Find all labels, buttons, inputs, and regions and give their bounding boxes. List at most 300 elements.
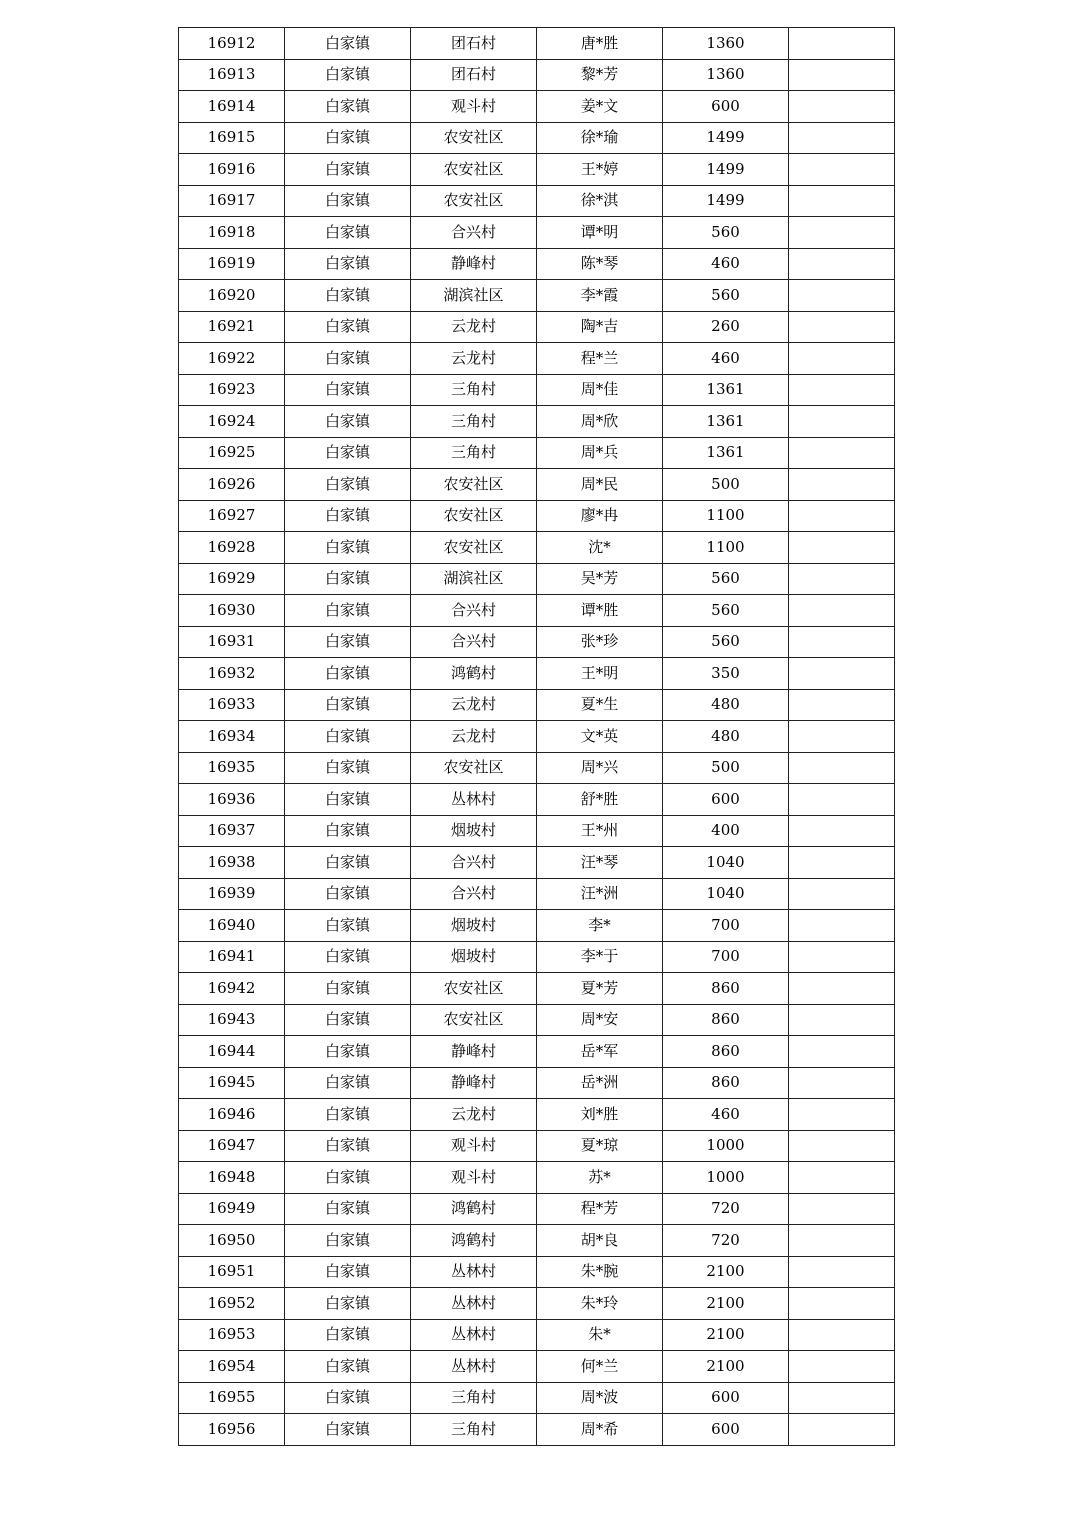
village-cell: 丛林村 [411, 1351, 537, 1383]
name-cell: 岳*军 [537, 1036, 663, 1068]
table-row [179, 311, 895, 343]
table-row [179, 1193, 895, 1225]
name-cell: 黎*芳 [537, 59, 663, 91]
village-cell: 观斗村 [411, 91, 537, 123]
name-cell: 周*兴 [537, 752, 663, 784]
amount-cell: 560 [663, 217, 789, 249]
remark-cell [789, 1288, 895, 1320]
town-cell: 白家镇 [285, 658, 411, 690]
amount-cell: 1361 [663, 374, 789, 406]
town-cell: 白家镇 [285, 469, 411, 501]
town-cell: 白家镇 [285, 1036, 411, 1068]
table-row [179, 1319, 895, 1351]
remark-cell [789, 626, 895, 658]
serial-number-cell: 16927 [179, 500, 285, 532]
table-row [179, 59, 895, 91]
town-cell: 白家镇 [285, 1067, 411, 1099]
village-cell: 鸿鹤村 [411, 1225, 537, 1257]
table-row [179, 1225, 895, 1257]
data-table [178, 27, 895, 1446]
amount-cell: 480 [663, 721, 789, 753]
remark-cell [789, 973, 895, 1005]
remark-cell [789, 1382, 895, 1414]
town-cell: 白家镇 [285, 154, 411, 186]
amount-cell: 600 [663, 91, 789, 123]
village-cell: 云龙村 [411, 1099, 537, 1131]
table-row [179, 532, 895, 564]
remark-cell [789, 437, 895, 469]
village-cell: 三角村 [411, 1414, 537, 1446]
amount-cell: 1360 [663, 28, 789, 60]
town-cell: 白家镇 [285, 1004, 411, 1036]
remark-cell [789, 311, 895, 343]
table-row [179, 847, 895, 879]
village-cell: 丛林村 [411, 784, 537, 816]
name-cell: 朱* [537, 1319, 663, 1351]
remark-cell [789, 343, 895, 375]
amount-cell: 600 [663, 1382, 789, 1414]
village-cell: 团石村 [411, 59, 537, 91]
serial-number-cell: 16922 [179, 343, 285, 375]
village-cell: 湖滨社区 [411, 280, 537, 312]
table-row [179, 1351, 895, 1383]
town-cell: 白家镇 [285, 878, 411, 910]
name-cell: 沈* [537, 532, 663, 564]
remark-cell [789, 248, 895, 280]
remark-cell [789, 1319, 895, 1351]
town-cell: 白家镇 [285, 500, 411, 532]
serial-number-cell: 16948 [179, 1162, 285, 1194]
serial-number-cell: 16940 [179, 910, 285, 942]
town-cell: 白家镇 [285, 1193, 411, 1225]
serial-number-cell: 16928 [179, 532, 285, 564]
serial-number-cell: 16914 [179, 91, 285, 123]
town-cell: 白家镇 [285, 91, 411, 123]
village-cell: 烟坡村 [411, 815, 537, 847]
village-cell: 合兴村 [411, 878, 537, 910]
name-cell: 王*州 [537, 815, 663, 847]
remark-cell [789, 1256, 895, 1288]
amount-cell: 720 [663, 1193, 789, 1225]
table-row [179, 658, 895, 690]
remark-cell [789, 1004, 895, 1036]
name-cell: 陶*吉 [537, 311, 663, 343]
town-cell: 白家镇 [285, 217, 411, 249]
remark-cell [789, 1193, 895, 1225]
town-cell: 白家镇 [285, 910, 411, 942]
serial-number-cell: 16930 [179, 595, 285, 627]
remark-cell [789, 563, 895, 595]
town-cell: 白家镇 [285, 437, 411, 469]
amount-cell: 560 [663, 595, 789, 627]
serial-number-cell: 16915 [179, 122, 285, 154]
table-row [179, 1099, 895, 1131]
remark-cell [789, 91, 895, 123]
remark-cell [789, 374, 895, 406]
town-cell: 白家镇 [285, 941, 411, 973]
name-cell: 周*兵 [537, 437, 663, 469]
name-cell: 陈*琴 [537, 248, 663, 280]
serial-number-cell: 16956 [179, 1414, 285, 1446]
serial-number-cell: 16954 [179, 1351, 285, 1383]
name-cell: 周*安 [537, 1004, 663, 1036]
table-row [179, 280, 895, 312]
amount-cell: 460 [663, 1099, 789, 1131]
table-row [179, 1414, 895, 1446]
amount-cell: 1000 [663, 1162, 789, 1194]
village-cell: 农安社区 [411, 532, 537, 564]
table-row [179, 343, 895, 375]
amount-cell: 860 [663, 1036, 789, 1068]
name-cell: 周*佳 [537, 374, 663, 406]
remark-cell [789, 406, 895, 438]
remark-cell [789, 500, 895, 532]
table-row [179, 406, 895, 438]
remark-cell [789, 1036, 895, 1068]
town-cell: 白家镇 [285, 406, 411, 438]
village-cell: 静峰村 [411, 1036, 537, 1068]
village-cell: 农安社区 [411, 185, 537, 217]
name-cell: 程*芳 [537, 1193, 663, 1225]
town-cell: 白家镇 [285, 311, 411, 343]
table-row [179, 563, 895, 595]
table-row [179, 689, 895, 721]
name-cell: 朱*腕 [537, 1256, 663, 1288]
amount-cell: 1499 [663, 185, 789, 217]
village-cell: 农安社区 [411, 1004, 537, 1036]
name-cell: 周*波 [537, 1382, 663, 1414]
name-cell: 廖*冉 [537, 500, 663, 532]
town-cell: 白家镇 [285, 280, 411, 312]
serial-number-cell: 16933 [179, 689, 285, 721]
remark-cell [789, 532, 895, 564]
remark-cell [789, 815, 895, 847]
town-cell: 白家镇 [285, 374, 411, 406]
serial-number-cell: 16947 [179, 1130, 285, 1162]
serial-number-cell: 16917 [179, 185, 285, 217]
remark-cell [789, 1099, 895, 1131]
amount-cell: 600 [663, 1414, 789, 1446]
remark-cell [789, 122, 895, 154]
table-row [179, 1382, 895, 1414]
village-cell: 农安社区 [411, 122, 537, 154]
table-row [179, 217, 895, 249]
table-row [179, 752, 895, 784]
village-cell: 农安社区 [411, 469, 537, 501]
town-cell: 白家镇 [285, 1319, 411, 1351]
village-cell: 丛林村 [411, 1288, 537, 1320]
town-cell: 白家镇 [285, 1351, 411, 1383]
town-cell: 白家镇 [285, 1162, 411, 1194]
table-row [179, 469, 895, 501]
table-row [179, 374, 895, 406]
town-cell: 白家镇 [285, 721, 411, 753]
village-cell: 农安社区 [411, 154, 537, 186]
village-cell: 合兴村 [411, 595, 537, 627]
village-cell: 云龙村 [411, 343, 537, 375]
table-row [179, 154, 895, 186]
town-cell: 白家镇 [285, 815, 411, 847]
amount-cell: 1360 [663, 59, 789, 91]
table-row [179, 28, 895, 60]
name-cell: 舒*胜 [537, 784, 663, 816]
serial-number-cell: 16955 [179, 1382, 285, 1414]
remark-cell [789, 752, 895, 784]
name-cell: 谭*明 [537, 217, 663, 249]
serial-number-cell: 16913 [179, 59, 285, 91]
remark-cell [789, 1067, 895, 1099]
remark-cell [789, 217, 895, 249]
amount-cell: 600 [663, 784, 789, 816]
village-cell: 合兴村 [411, 217, 537, 249]
amount-cell: 1100 [663, 500, 789, 532]
serial-number-cell: 16926 [179, 469, 285, 501]
village-cell: 静峰村 [411, 1067, 537, 1099]
serial-number-cell: 16938 [179, 847, 285, 879]
remark-cell [789, 595, 895, 627]
table-row [179, 1036, 895, 1068]
town-cell: 白家镇 [285, 595, 411, 627]
serial-number-cell: 16931 [179, 626, 285, 658]
name-cell: 李*霞 [537, 280, 663, 312]
remark-cell [789, 721, 895, 753]
remark-cell [789, 1130, 895, 1162]
town-cell: 白家镇 [285, 1288, 411, 1320]
remark-cell [789, 689, 895, 721]
village-cell: 观斗村 [411, 1162, 537, 1194]
amount-cell: 560 [663, 280, 789, 312]
serial-number-cell: 16924 [179, 406, 285, 438]
serial-number-cell: 16939 [179, 878, 285, 910]
amount-cell: 350 [663, 658, 789, 690]
serial-number-cell: 16949 [179, 1193, 285, 1225]
table-row [179, 1162, 895, 1194]
name-cell: 夏*生 [537, 689, 663, 721]
table-row [179, 1067, 895, 1099]
amount-cell: 2100 [663, 1288, 789, 1320]
town-cell: 白家镇 [285, 752, 411, 784]
village-cell: 三角村 [411, 406, 537, 438]
serial-number-cell: 16941 [179, 941, 285, 973]
amount-cell: 560 [663, 626, 789, 658]
table-row [179, 626, 895, 658]
village-cell: 云龙村 [411, 311, 537, 343]
town-cell: 白家镇 [285, 1382, 411, 1414]
name-cell: 何*兰 [537, 1351, 663, 1383]
amount-cell: 500 [663, 469, 789, 501]
serial-number-cell: 16934 [179, 721, 285, 753]
amount-cell: 2100 [663, 1256, 789, 1288]
village-cell: 合兴村 [411, 847, 537, 879]
amount-cell: 720 [663, 1225, 789, 1257]
amount-cell: 1040 [663, 878, 789, 910]
serial-number-cell: 16929 [179, 563, 285, 595]
village-cell: 丛林村 [411, 1256, 537, 1288]
name-cell: 夏*琼 [537, 1130, 663, 1162]
amount-cell: 460 [663, 248, 789, 280]
village-cell: 烟坡村 [411, 941, 537, 973]
name-cell: 岳*洲 [537, 1067, 663, 1099]
name-cell: 苏* [537, 1162, 663, 1194]
remark-cell [789, 1225, 895, 1257]
amount-cell: 400 [663, 815, 789, 847]
table-row [179, 910, 895, 942]
serial-number-cell: 16952 [179, 1288, 285, 1320]
table-row [179, 1004, 895, 1036]
remark-cell [789, 154, 895, 186]
amount-cell: 860 [663, 1004, 789, 1036]
town-cell: 白家镇 [285, 343, 411, 375]
amount-cell: 2100 [663, 1319, 789, 1351]
name-cell: 王*明 [537, 658, 663, 690]
name-cell: 徐*淇 [537, 185, 663, 217]
name-cell: 周*欣 [537, 406, 663, 438]
remark-cell [789, 1162, 895, 1194]
amount-cell: 1361 [663, 406, 789, 438]
table-row [179, 91, 895, 123]
village-cell: 云龙村 [411, 721, 537, 753]
amount-cell: 480 [663, 689, 789, 721]
town-cell: 白家镇 [285, 1130, 411, 1162]
serial-number-cell: 16950 [179, 1225, 285, 1257]
serial-number-cell: 16935 [179, 752, 285, 784]
serial-number-cell: 16951 [179, 1256, 285, 1288]
table-row [179, 721, 895, 753]
serial-number-cell: 16937 [179, 815, 285, 847]
remark-cell [789, 784, 895, 816]
table-row [179, 248, 895, 280]
town-cell: 白家镇 [285, 847, 411, 879]
name-cell: 谭*胜 [537, 595, 663, 627]
remark-cell [789, 59, 895, 91]
town-cell: 白家镇 [285, 563, 411, 595]
name-cell: 汪*洲 [537, 878, 663, 910]
remark-cell [789, 847, 895, 879]
amount-cell: 460 [663, 343, 789, 375]
remark-cell [789, 28, 895, 60]
name-cell: 张*珍 [537, 626, 663, 658]
name-cell: 周*民 [537, 469, 663, 501]
amount-cell: 860 [663, 973, 789, 1005]
town-cell: 白家镇 [285, 1099, 411, 1131]
town-cell: 白家镇 [285, 248, 411, 280]
village-cell: 丛林村 [411, 1319, 537, 1351]
town-cell: 白家镇 [285, 28, 411, 60]
amount-cell: 700 [663, 941, 789, 973]
name-cell: 唐*胜 [537, 28, 663, 60]
town-cell: 白家镇 [285, 1256, 411, 1288]
remark-cell [789, 910, 895, 942]
village-cell: 云龙村 [411, 689, 537, 721]
town-cell: 白家镇 [285, 59, 411, 91]
name-cell: 刘*胜 [537, 1099, 663, 1131]
amount-cell: 1040 [663, 847, 789, 879]
town-cell: 白家镇 [285, 1414, 411, 1446]
amount-cell: 500 [663, 752, 789, 784]
village-cell: 观斗村 [411, 1130, 537, 1162]
table-row [179, 815, 895, 847]
village-cell: 三角村 [411, 374, 537, 406]
name-cell: 王*婷 [537, 154, 663, 186]
name-cell: 汪*琴 [537, 847, 663, 879]
table-row [179, 1288, 895, 1320]
table-row [179, 878, 895, 910]
table-row [179, 941, 895, 973]
serial-number-cell: 16923 [179, 374, 285, 406]
name-cell: 李* [537, 910, 663, 942]
amount-cell: 860 [663, 1067, 789, 1099]
serial-number-cell: 16912 [179, 28, 285, 60]
table-row [179, 185, 895, 217]
village-cell: 湖滨社区 [411, 563, 537, 595]
amount-cell: 1100 [663, 532, 789, 564]
remark-cell [789, 1414, 895, 1446]
serial-number-cell: 16936 [179, 784, 285, 816]
village-cell: 三角村 [411, 1382, 537, 1414]
table-row [179, 973, 895, 1005]
serial-number-cell: 16921 [179, 311, 285, 343]
serial-number-cell: 16932 [179, 658, 285, 690]
amount-cell: 2100 [663, 1351, 789, 1383]
serial-number-cell: 16916 [179, 154, 285, 186]
town-cell: 白家镇 [285, 626, 411, 658]
village-cell: 农安社区 [411, 973, 537, 1005]
town-cell: 白家镇 [285, 122, 411, 154]
amount-cell: 560 [663, 563, 789, 595]
serial-number-cell: 16918 [179, 217, 285, 249]
town-cell: 白家镇 [285, 532, 411, 564]
table-row [179, 1256, 895, 1288]
amount-cell: 1000 [663, 1130, 789, 1162]
village-cell: 合兴村 [411, 626, 537, 658]
village-cell: 鸿鹤村 [411, 658, 537, 690]
table-row [179, 500, 895, 532]
amount-cell: 1499 [663, 122, 789, 154]
village-cell: 农安社区 [411, 500, 537, 532]
name-cell: 程*兰 [537, 343, 663, 375]
town-cell: 白家镇 [285, 784, 411, 816]
serial-number-cell: 16943 [179, 1004, 285, 1036]
serial-number-cell: 16953 [179, 1319, 285, 1351]
name-cell: 朱*玲 [537, 1288, 663, 1320]
name-cell: 姜*文 [537, 91, 663, 123]
table-row [179, 437, 895, 469]
town-cell: 白家镇 [285, 689, 411, 721]
amount-cell: 700 [663, 910, 789, 942]
town-cell: 白家镇 [285, 1225, 411, 1257]
village-cell: 烟坡村 [411, 910, 537, 942]
village-cell: 静峰村 [411, 248, 537, 280]
village-cell: 三角村 [411, 437, 537, 469]
serial-number-cell: 16944 [179, 1036, 285, 1068]
serial-number-cell: 16919 [179, 248, 285, 280]
remark-cell [789, 185, 895, 217]
remark-cell [789, 280, 895, 312]
table-row [179, 1130, 895, 1162]
name-cell: 文*英 [537, 721, 663, 753]
serial-number-cell: 16925 [179, 437, 285, 469]
name-cell: 胡*良 [537, 1225, 663, 1257]
name-cell: 李*于 [537, 941, 663, 973]
serial-number-cell: 16945 [179, 1067, 285, 1099]
village-cell: 团石村 [411, 28, 537, 60]
table-body [179, 28, 895, 1446]
name-cell: 吴*芳 [537, 563, 663, 595]
name-cell: 夏*芳 [537, 973, 663, 1005]
remark-cell [789, 941, 895, 973]
remark-cell [789, 878, 895, 910]
table-row [179, 784, 895, 816]
